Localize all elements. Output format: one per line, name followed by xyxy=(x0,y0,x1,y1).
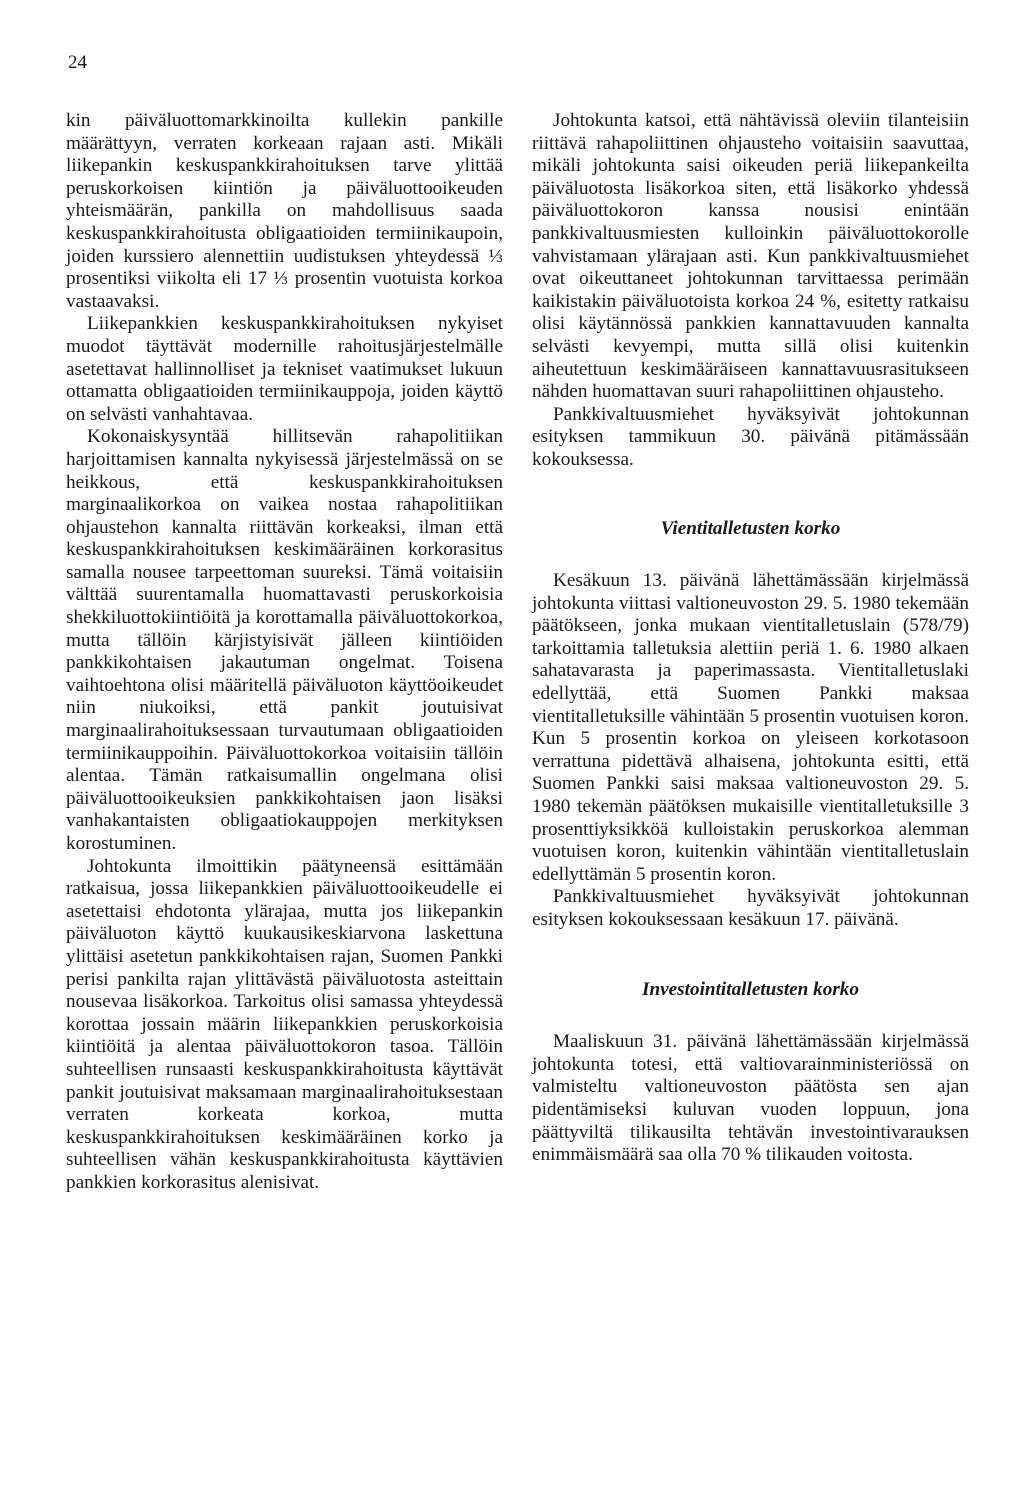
left-column xyxy=(66,110,503,1195)
section-heading-investointitalletusten-korko: Investointitalletusten korko xyxy=(642,978,859,1000)
section-heading-vientitalletusten-korko: Vientitalletusten korko xyxy=(660,517,841,539)
left-paragraph-1: kin päiväluottomarkkinoilta kullekin pankille määrättyyn, verraten korkeaan rajaan asti. Mikäli liikepankin keskuspankkirahoituksen tarve ylittää peruskorkoisen kiintiön ja päiväluottooikeuden yhteismäärän, pankilla on mahdollisuus saada keskuspankkirahoitusta obligaatioiden termiinikaupoin, joiden kurssiero alennettiin uudistuksen yhteydessä ⅓ prosentiksi viikolta eli 17 ⅓ prosentin vuotuista korkoa vastaavaksi. xyxy=(66,110,503,312)
vienti-paragraph-2: Pankkivaltuusmiehet hyväksyivät johtokunnan esityksen kokouksessaan kesäkuun 17. päivänä. xyxy=(532,886,969,930)
left-paragraph-3: Kokonaiskysyntää hillitsevän rahapolitiikan harjoittamisen kannalta nykyisessä järjestelmässä on se heikkous, että keskuspankkirahoituksen marginaalikorkoa on vaikea nostaa rahapolitiikan ohjaustehon kannalta riittävän korkeaksi, ilman että keskuspankkirahoituksen keskimääräinen korkorasitus samalla nousee tarpeettoman suureksi. Tämä voitaisiin välttää suurentamalla huomattavasti peruskorkoisia shekkiluottokiintiöitä ja korottamalla päiväluottokorkoa, mutta tällöin kärjistyisivät jälleen kiintiöiden pankkikohtaisen jakautuman ongelmat. Toisena vaihtoehtona olisi määritellä päiväluoton käyttöoikeudet niin niukoiksi, että pankit joutuisivat marginaalirahoituksessaan turvautumaan obligaatioiden termiinikauppoihin. Päiväluottokorkoa voitaisiin tällöin alentaa. Tämän ratkaisumallin ongelmana olisi päiväluottooikeuksien pankkikohtaisen jaon lisäksi vanhakantaisten obligaatiokauppojen merkityksen korostuminen. xyxy=(66,426,503,854)
investointi-paragraph-1: Maaliskuun 31. päivänä lähettämässään kirjelmässä johtokunta totesi, että valtiovarainministeriössä on valmisteltu valtioneuvoston päätösta sen ajan pidentämiseksi kuluvan vuoden loppuun, jona päättyviltä tilikausilta tehtävän investointivarauksen enimmäismäärä saa olla 70 % tilikauden voitosta. xyxy=(532,1031,969,1166)
right-paragraph-1: Johtokunta katsoi, että nähtävissä oleviin tilanteisiin riittävä rahapoliittinen ohjausteho voitaisiin saavuttaa, mikäli johtokunta saisi oikeuden periä liikepankeilta päiväluotosta lisäkorkoa siten, että lisäkorko yhdessä päiväluottokoron kanssa nousisi enintään pankkivaltuusmiesten kulloinkin päiväluottokorolle vahvistamaan ylärajaan asti. Kun pankkivaltuusmiehet ovat oikeuttaneet johtokunnan tarvittaessa perimään kaikistakin päiväluotoista korkoa 24 %, esitetty ratkaisu olisi käytännössä pankkien kannattavuuden kannalta selvästi kevyempi, mutta sillä olisi kuitenkin aiheutettuun keskimääräiseen kannattavuusrasitukseen nähden huomattavan suuri rahapoliittinen ohjausteho. xyxy=(532,110,969,403)
right-column xyxy=(532,110,969,1167)
page-number: 24 xyxy=(68,52,87,73)
right-paragraph-2: Pankkivaltuusmiehet hyväksyivät johtokunnan esityksen tammikuun 30. päivänä pitämässään kokouksessa. xyxy=(532,403,969,470)
left-paragraph-2: Liikepankkien keskuspankkirahoituksen nykyiset muodot täyttävät modernille rahoitusjärjestelmälle asetettavat hallinnolliset ja tekniset vaatimukset lukuun ottamatta obligaatioiden termiinikauppoja, joiden käyttö on selvästi vanhahtavaa. xyxy=(66,313,503,425)
left-paragraph-4: Johtokunta ilmoittikin päätyneensä esittämään ratkaisua, jossa liikepankkien päiväluottooikeudelle ei asetettaisi ehdotonta ylärajaa, mutta jos liikepankin päiväluoton käyttö kuukausikeskiarvona laskettuna ylittäisi asetetun pankkikohtaisen rajan, Suomen Pankki perisi pankilta rajan ylittävästä päiväluotosta asteittain nousevaa lisäkorkoa. Tarkoitus olisi samassa yhteydessä korottaa jossain määrin liikepankkien peruskorkoisia kiintiöitä ja alentaa päiväluottokoron tasoa. Tällöin suhteellisen runsaasti keskuspankkirahoitusta käyttävät pankit joutuisivat maksamaan marginaalirahoituksestaan verraten korkeata korkoa, mutta keskuspankkirahoituksen keskimääräinen korko ja suhteellisen vähän keskuspankkirahoitusta käyttävien pankkien korkorasitus alenisivat. xyxy=(66,855,503,1193)
vienti-paragraph-1: Kesäkuun 13. päivänä lähettämässään kirjelmässä johtokunta viittasi valtioneuvoston 29. 5. 1980 tekemään päätökseen, jonka mukaan vientitalletuslain (578/79) tarkoittamia talletuksia alettiin periä 1. 6. 1980 alkaen sahatavarasta ja paperimassasta. Vientitalletuslaki edellyttää, että Suomen Pankki maksaa vientitalletuksille vähintään 5 prosentin vuotuisen koron. Kun 5 prosentin korkoa on yleiseen korkotasoon verrattuna pidettävä alhaisena, johtokunta esitti, että Suomen Pankki saisi maksaa valtioneuvoston 29. 5. 1980 tekemän päätöksen mukaisille vientitalletuksille 3 prosenttiyksikköä kulloistakin peruskorkoa alemman vuotuisen koron, kuitenkin vähintään vientitalletuslain edellyttämän 5 prosentin koron. xyxy=(532,570,969,885)
